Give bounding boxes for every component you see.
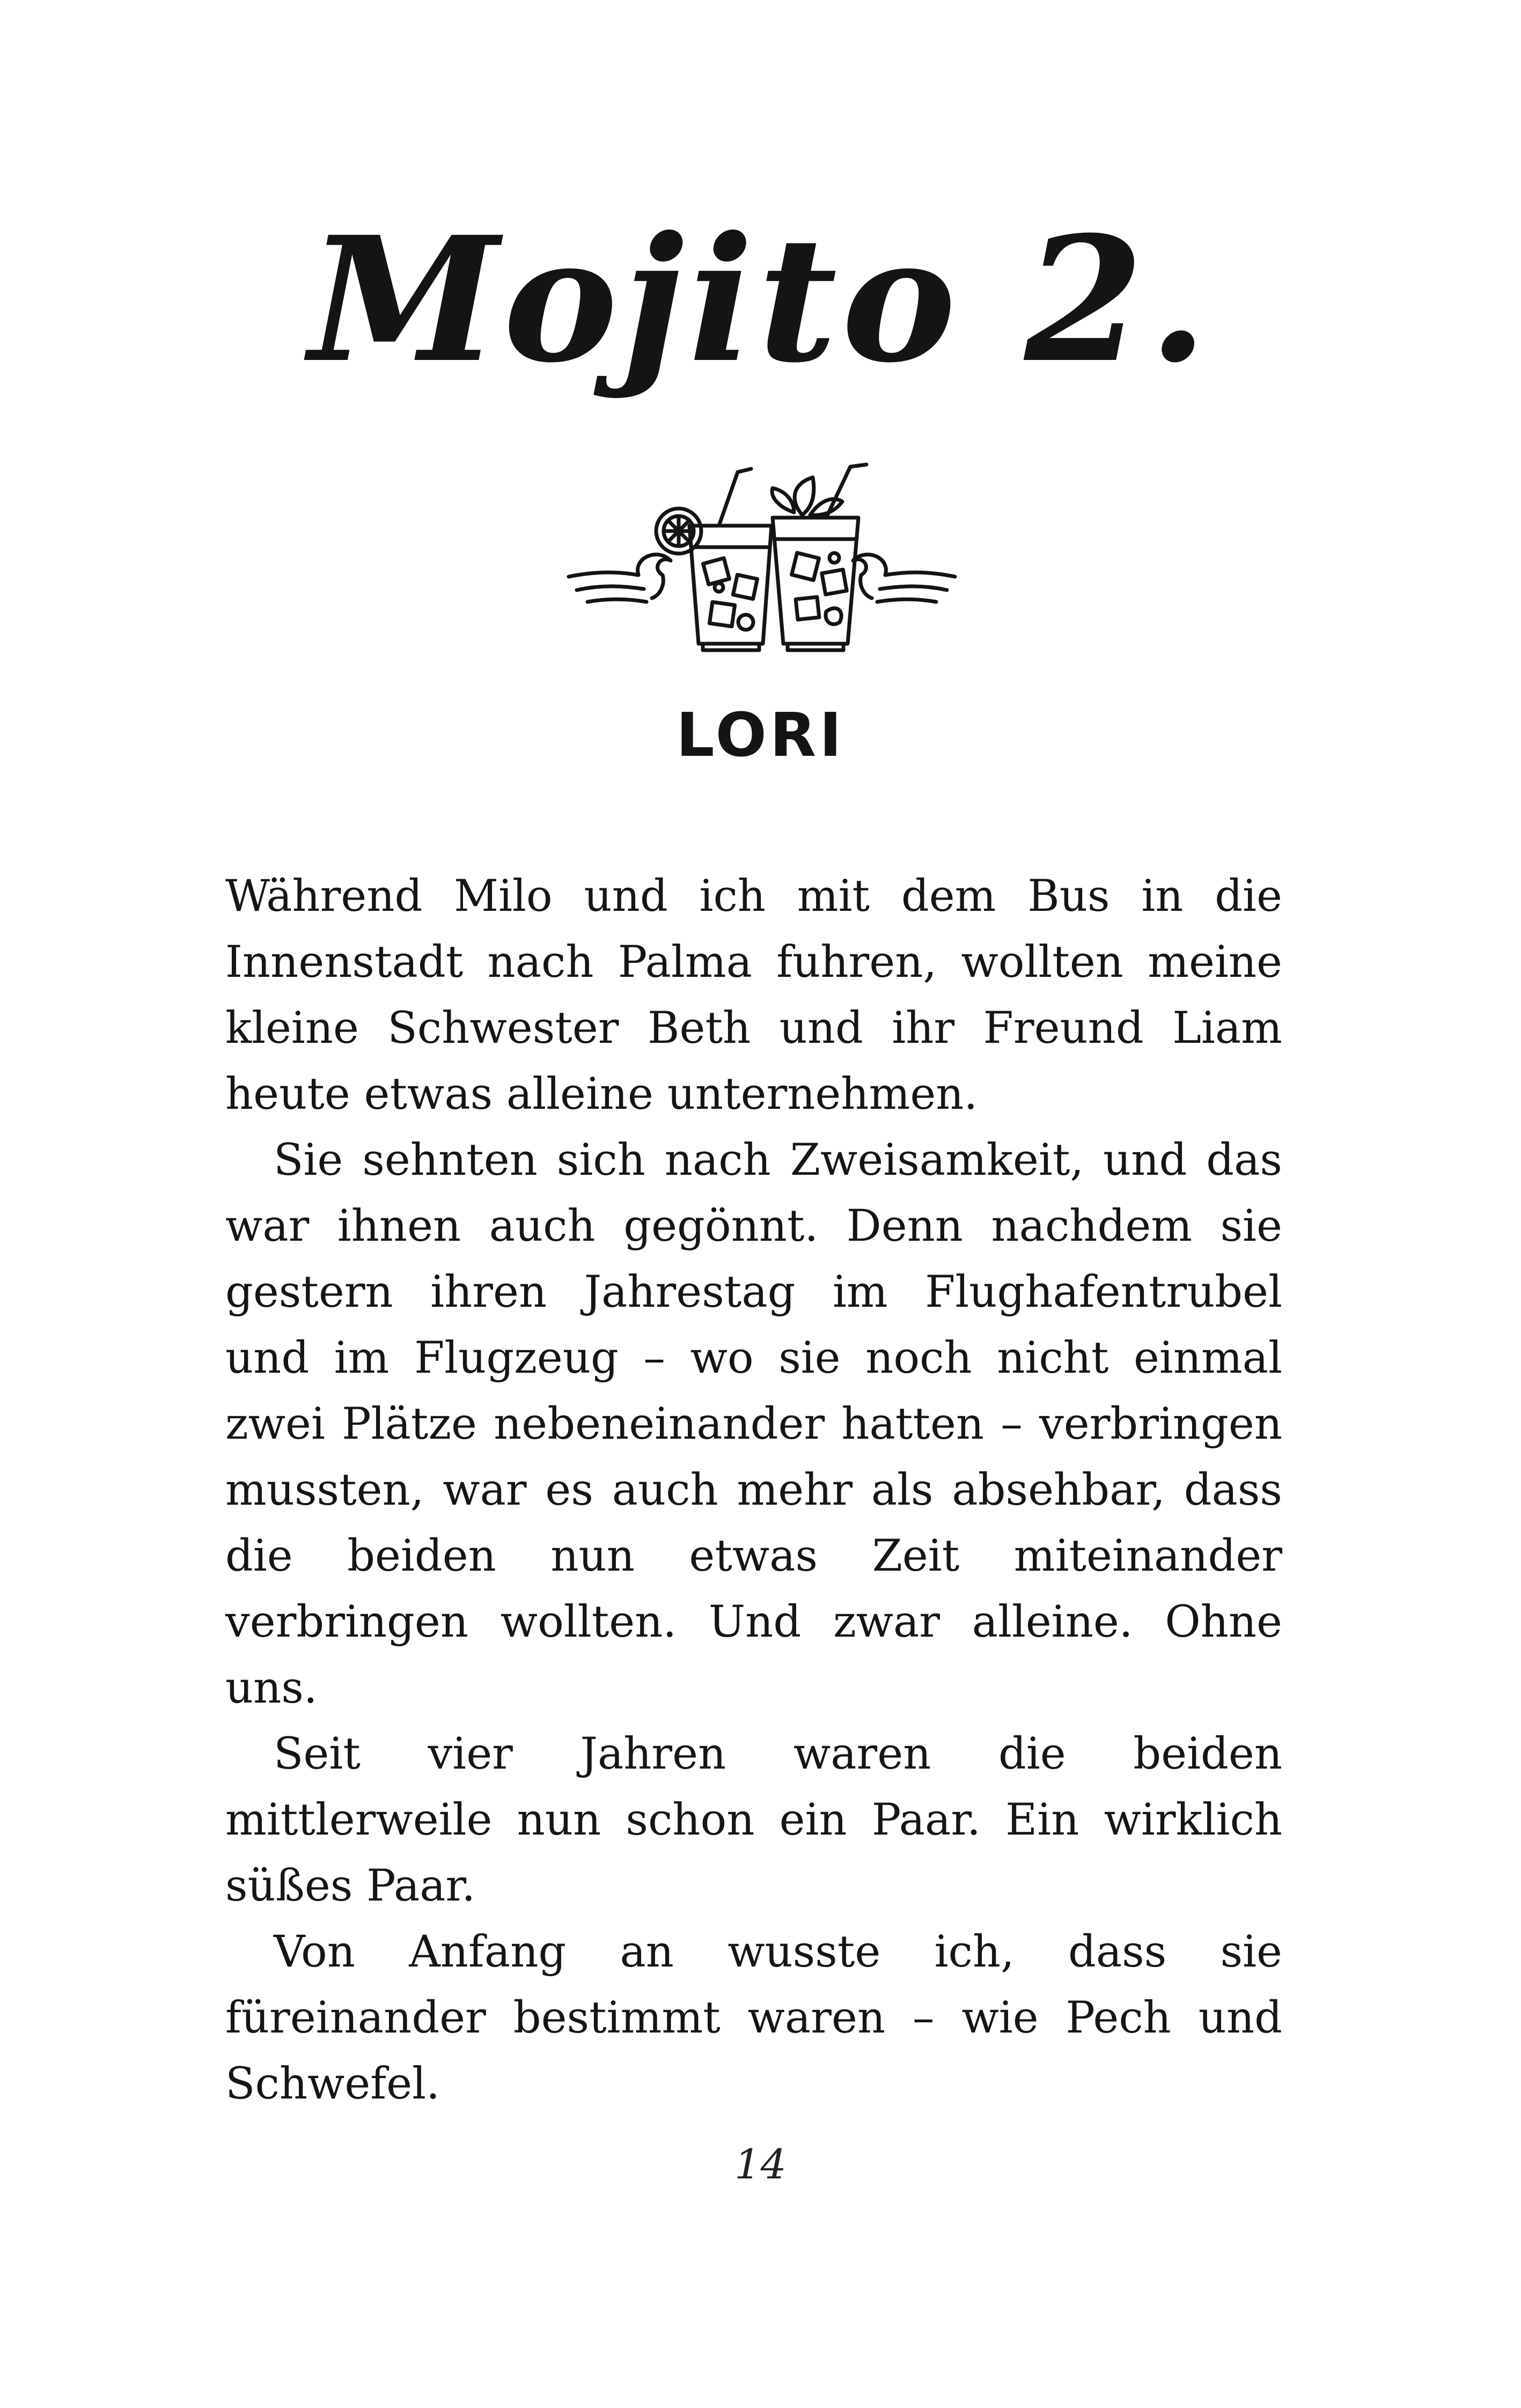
paragraph: Von Anfang an wusste ich, dass sie füreinander bestimmt waren – wie Pech und Schwefel. xyxy=(225,1927,1282,2109)
paragraph: Seit vier Jahren waren die beiden mittlerweile nun schon ein Paar. Ein wirklich süßes Paar. xyxy=(225,1729,1282,1911)
paragraph: Sie sehnten sich nach Zweisamkeit, und das war ihnen auch gegönnt. Denn nachdem sie gestern ihren Jahrestag im Flughafentrubel und im Flugzeug – wo sie noch nicht einmal zwei Plätze nebeneinander hatten – verbringen mussten, war es auch mehr als absehbar, dass die beiden nun etwas Zeit miteinander verbringen wollten. Und zwar alleine. Ohne uns. xyxy=(225,1135,1282,1713)
chapter-body xyxy=(225,864,1282,2117)
page-number: 14 xyxy=(734,2140,787,2188)
narrator-name: LORI xyxy=(676,701,845,770)
cocktail-glasses-icon xyxy=(558,461,966,660)
paragraph: Während Milo und ich mit dem Bus in die Innenstadt nach Palma fuhren, wollten meine kleine Schwester Beth und ihr Freund Liam heute etwas alleine unternehmen. xyxy=(225,871,1282,1120)
chapter-title: Mojito 2. xyxy=(308,200,1213,401)
